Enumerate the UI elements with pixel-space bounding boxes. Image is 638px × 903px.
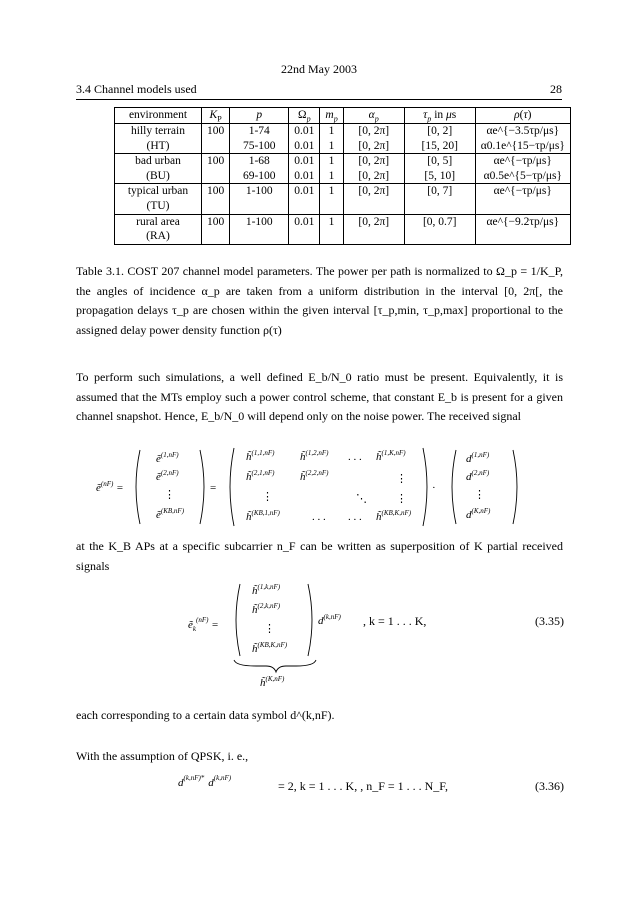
paragraph-superposition: at the K_B APs at a specific subcarrier n_F can be written as superposition of K partial received signals: [76, 539, 563, 573]
svg-text:=: =: [210, 482, 217, 494]
table-row: hilly terrain (HT) 100 1-74 75-100 0.01 0.01 1 1 [0, 2π] [0, 2π] [0, 2] [15, 20] αe^{−3.5τp/μs} α0.1e^{15−τp/μs}: [115, 124, 571, 154]
eq336-number: (3.36): [535, 779, 564, 793]
svg-text:h̃(KB,1,nF): h̃$^{(KB,1,nF)}$: [246, 509, 280, 523]
svg-text:h̃(K,nF): h̃$^{(K,nF)}$: [260, 675, 285, 689]
col-m: $m_p$: [320, 108, 343, 124]
running-header: 3.4 Channel models used: [76, 82, 197, 96]
col-p: p: [230, 108, 289, 124]
paragraph-data-symbol: each corresponding to a certain data symbol d^(k,nF).: [76, 708, 335, 722]
col-tau: $\tau_p$ in μs: [404, 108, 475, 124]
svg-text:⋮: ⋮: [164, 489, 175, 501]
col-alpha: $\alpha_p$: [343, 108, 404, 124]
equation-partial-signal: [76, 580, 516, 692]
eq335-range: , k = 1 . . . K,: [363, 614, 427, 628]
svg-text:⋮: ⋮: [396, 493, 407, 505]
svg-text:h̃(2,2,nF): h̃$^{(2,2,nF)}$: [300, 469, 329, 483]
svg-text:h̃(1,K,nF): h̃$^{(1,K,nF)}$: [376, 449, 406, 463]
svg-text:⋮: ⋮: [262, 491, 273, 503]
svg-text:h̃(2,1,nF): h̃$^{(2,1,nF)}$: [246, 469, 275, 483]
col-environment: environment: [115, 108, 202, 124]
svg-text:h̃(1,k,nF): h̃$^{(1,k,nF)}$: [252, 583, 281, 597]
page-number: 28: [550, 82, 562, 96]
eq-lhs: ẽ$^{(nF)}$ =: [96, 480, 124, 494]
page-date: 22nd May 2003: [281, 62, 357, 76]
svg-text:·: ·: [432, 482, 436, 494]
svg-text:. . .: . . .: [312, 511, 326, 523]
paragraph-qpsk: With the assumption of QPSK, i. e.,: [76, 749, 249, 763]
table-row: typical urban (TU) 100 1-100 0.01 1 [0, 2π] [0, 7] αe^{−τp/μs}: [115, 184, 571, 214]
svg-text:⋮: ⋮: [396, 473, 407, 485]
equation-received-signal-matrix: [76, 446, 563, 528]
parameter-table: [114, 107, 571, 245]
col-kp: $K_P$: [202, 108, 230, 124]
table-header-row: [115, 108, 571, 124]
svg-text:⋮: ⋮: [474, 489, 485, 501]
svg-text:h̃(1,2,nF): h̃$^{(1,2,nF)}$: [300, 449, 329, 463]
table-row: bad urban (BU) 100 1-68 69-100 0.01 0.01 1 1 [0, 2π] [0, 2π] [0, 5] [5, 10] αe^{−τp/μs} α0.5e^{5−τp/μs}: [115, 154, 571, 184]
col-omega: $\Omega_p$: [289, 108, 320, 124]
svg-text:⋮: ⋮: [264, 623, 275, 635]
eq335-number: (3.35): [535, 614, 564, 628]
svg-text:d(2,nF): $d^{(2,nF)}$: [466, 469, 490, 483]
paragraph-received-signal: To perform such simulations, a well defined E_b/N_0 ratio must be present. Equivalently, it is assumed that the MTs employ such a power control scheme, that constant E_b is present for a given channel snapshot. Hence, E_b/N_0 will depend only on the noise power. The received signal: [76, 370, 563, 423]
svg-text:d(k,nF): $d^{(k,nF)}$: [318, 613, 341, 627]
svg-text:h̃(2,k,nF): h̃$^{(2,k,nF)}$: [252, 602, 281, 616]
svg-text:⋱: ⋱: [356, 493, 367, 505]
col-rho: ρ(τ): [475, 108, 570, 124]
table-row: rural area (RA) 100 1-100 0.01 1 [0, 2π] [0, 0.7] αe^{−9.2τp/μs}: [115, 214, 571, 244]
svg-text:d(k,nF)*d(k,nF): $d^{(k,nF)*}$ $d^{(k,nF)}$: [178, 774, 232, 789]
svg-text:. . .: . . .: [348, 511, 362, 523]
svg-text:h̃(KB,K,nF): h̃$^{(KB,K,nF)}$: [252, 641, 288, 655]
svg-text:ẽ(2,nF): ẽ$^{(2,nF)}$: [156, 469, 179, 483]
svg-text:ẽ(KB,nF): ẽ$^{(KB,nF)}$: [156, 507, 185, 521]
svg-text:. . .: . . .: [348, 451, 362, 463]
table-caption: Table 3.1. COST 207 channel model parameters. The power per path is normalized to Ω_p = 1/K_P, the angles of incidence α_p are taken from a uniform distribution in the interval [0, 2π[, the propagation delays τ_p are chosen within the given interval [τ_p,min, τ_p,max] proportional to the assigned delay power density function ρ(τ): [76, 264, 563, 337]
header-rule: [76, 99, 562, 100]
svg-text:h̃(1,1,nF): h̃$^{(1,1,nF)}$: [246, 449, 275, 463]
svg-text:ẽ(1,nF): ẽ$^{(1,nF)}$: [156, 451, 179, 465]
svg-text:d(1,nF): $d^{(1,nF)}$: [466, 451, 490, 465]
svg-text:ẽk(nF) =: ẽ$_k^{(nF)}$ =: [188, 616, 219, 633]
svg-text:h̃(KB,K,nF): h̃$^{(KB,K,nF)}$: [376, 509, 412, 523]
svg-text:d(K,nF): $d^{(K,nF)}$: [466, 507, 491, 521]
eq336-text: = 2, k = 1 . . . K, , n_F = 1 . . . N_F,: [278, 779, 449, 793]
